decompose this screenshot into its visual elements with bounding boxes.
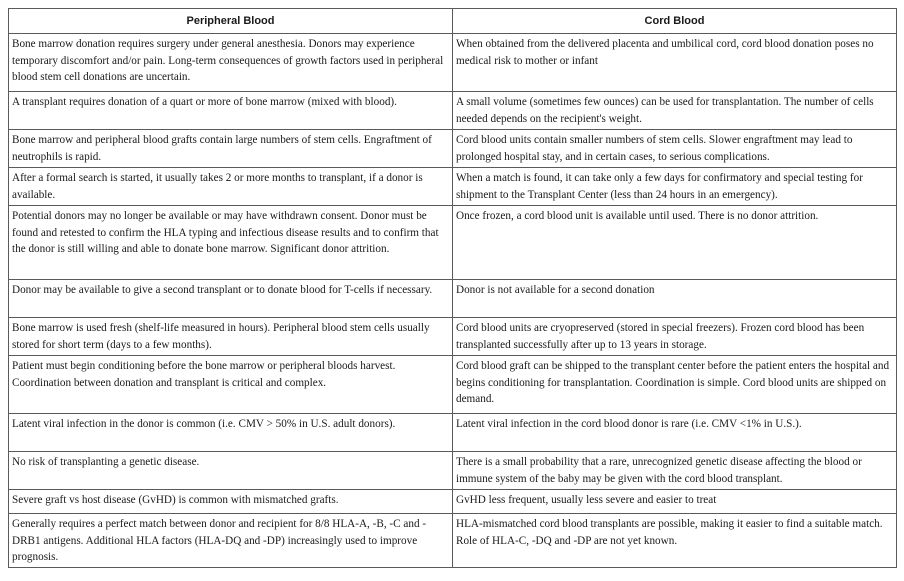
table-row	[9, 452, 897, 490]
peripheral-cell: Generally requires a perfect match between donor and recipient for 8/8 HLA-A, -B, -C and -DRB1 antigens. Additional HLA factors (HLA-DQ and -DP) increasingly used to improve prognosis.	[9, 514, 453, 568]
header-row	[9, 9, 897, 34]
peripheral-cell: Patient must begin conditioning before the bone marrow or peripheral bloods harvest. Coordination between donation and transplant is critical and complex.	[9, 356, 453, 414]
cord-cell: There is a small probability that a rare, unrecognized genetic disease affecting the blood or immune system of the baby may be given with the cord blood transplant.	[453, 452, 897, 490]
cord-cell: A small volume (sometimes few ounces) can be used for transplantation. The number of cells needed depends on the recipient's weight.	[453, 92, 897, 130]
peripheral-cell: No risk of transplanting a genetic disease.	[9, 452, 453, 490]
comparison-table-container	[8, 8, 896, 568]
cord-cell: When obtained from the delivered placenta and umbilical cord, cord blood donation poses no medical risk to mother or infant	[453, 34, 897, 92]
peripheral-cell: Potential donors may no longer be available or may have withdrawn consent. Donor must be found and retested to confirm the HLA typing and infectious disease results and to confirm that the donor is still willing and able to donate bone marrow. Significant donor attrition.	[9, 206, 453, 280]
cord-cell: Latent viral infection in the cord blood donor is rare (i.e. CMV <1% in U.S.).	[453, 414, 897, 452]
table-row	[9, 414, 897, 452]
peripheral-cell: After a formal search is started, it usually takes 2 or more months to transplant, if a donor is available.	[9, 168, 453, 206]
table-row	[9, 168, 897, 206]
cord-cell: Donor is not available for a second donation	[453, 280, 897, 318]
table-row	[9, 514, 897, 568]
cord-cell: Cord blood graft can be shipped to the transplant center before the patient enters the hospital and begins conditioning for transplantation. Coordination is simple. Cord blood units are shipped on demand.	[453, 356, 897, 414]
table-row	[9, 92, 897, 130]
peripheral-cell: Bone marrow donation requires surgery under general anesthesia. Donors may experience temporary discomfort and/or pain. Long-term consequences of growth factors used in peripheral blood stem cell donations are uncertain.	[9, 34, 453, 92]
table-row	[9, 206, 897, 280]
cord-cell: Cord blood units are cryopreserved (stored in special freezers). Frozen cord blood has been transplanted successfully after up to 13 years in storage.	[453, 318, 897, 356]
table-row	[9, 490, 897, 514]
cord-cell: Once frozen, a cord blood unit is available until used. There is no donor attrition.	[453, 206, 897, 280]
header-cord-blood: Cord Blood	[453, 9, 897, 34]
peripheral-cell: Donor may be available to give a second transplant or to donate blood for T-cells if necessary.	[9, 280, 453, 318]
peripheral-cell: A transplant requires donation of a quart or more of bone marrow (mixed with blood).	[9, 92, 453, 130]
cord-cell: GvHD less frequent, usually less severe and easier to treat	[453, 490, 897, 514]
peripheral-cell: Severe graft vs host disease (GvHD) is common with mismatched grafts.	[9, 490, 453, 514]
peripheral-cell: Bone marrow is used fresh (shelf-life measured in hours). Peripheral blood stem cells usually stored for short term (days to a few months).	[9, 318, 453, 356]
cord-cell: When a match is found, it can take only a few days for confirmatory and special testing for shipment to the Transplant Center (less than 24 hours in an emergency).	[453, 168, 897, 206]
table-row	[9, 280, 897, 318]
peripheral-cell: Latent viral infection in the donor is common (i.e. CMV > 50% in U.S. adult donors).	[9, 414, 453, 452]
peripheral-cell: Bone marrow and peripheral blood grafts contain large numbers of stem cells. Engraftment of neutrophils is rapid.	[9, 130, 453, 168]
header-peripheral-blood: Peripheral Blood	[9, 9, 453, 34]
table-row	[9, 34, 897, 92]
table-row	[9, 130, 897, 168]
cord-cell: HLA-mismatched cord blood transplants are possible, making it easier to find a suitable match. Role of HLA-C, -DQ and -DP are not yet known.	[453, 514, 897, 568]
table-row	[9, 356, 897, 414]
table-row	[9, 318, 897, 356]
comparison-table	[8, 8, 897, 568]
cord-cell: Cord blood units contain smaller numbers of stem cells. Slower engraftment may lead to prolonged hospital stay, and in certain cases, to serious complications.	[453, 130, 897, 168]
